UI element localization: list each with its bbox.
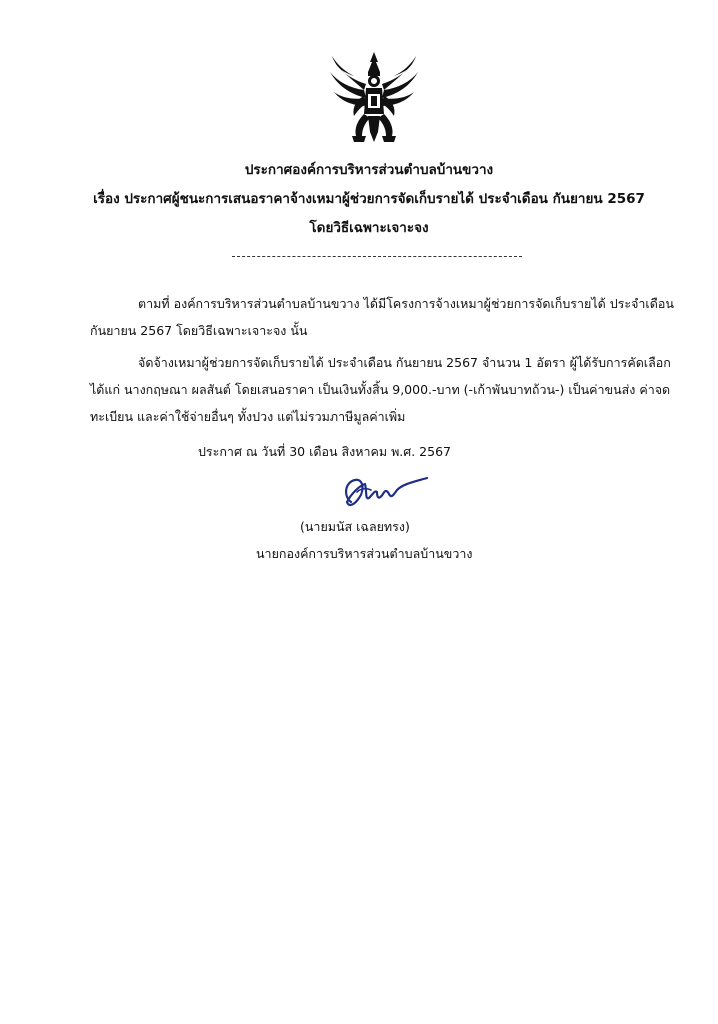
method-heading: โดยวิธีเฉพาะเจาะจง	[309, 220, 429, 236]
garuda-emblem-icon	[328, 50, 420, 148]
paragraph-2-line-1: จัดจ้างเหมาผู้ช่วยการจัดเก็บรายได้ ประจำเดือน กันยายน 2567 จำนวน 1 อัตรา ผู้ได้รับการคัดเลือก	[138, 355, 671, 370]
signer-name: (นายมนัส เฉลยทรง)	[300, 519, 410, 534]
paragraph-2-line-3: ทะเบียน และค่าใช้จ่ายอื่นๆ ทั้งปวง แต่ไม่รวมภาษีมูลค่าเพิ่ม	[90, 409, 406, 424]
announcement-date: ประกาศ ณ วันที่ 30 เดือน สิงหาคม พ.ศ. 2567	[198, 444, 451, 459]
header-divider	[232, 256, 522, 257]
signer-title: นายกองค์การบริหารส่วนตำบลบ้านขวาง	[256, 546, 473, 561]
signature-icon	[337, 472, 437, 512]
paragraph-1-line-1: ตามที่ องค์การบริหารส่วนตำบลบ้านขวาง ได้มีโครงการจ้างเหมาผู้ช่วยการจัดเก็บรายได้ ประจำเดือน	[138, 296, 674, 311]
subject-heading: เรื่อง ประกาศผู้ชนะการเสนอราคาจ้างเหมาผู้ช่วยการจัดเก็บรายได้ ประจำเดือน กันยายน 2567	[93, 191, 645, 207]
organization-heading: ประกาศองค์การบริหารส่วนตำบลบ้านขวาง	[244, 162, 494, 178]
paragraph-1-line-2: กันยายน 2567 โดยวิธีเฉพาะเจาะจง นั้น	[90, 323, 308, 338]
paragraph-2-line-2: ได้แก่ นางกฤษณา ผลสันต์ โดยเสนอราคา เป็นเงินทั้งสิ้น 9,000.-บาท (-เก้าพันบาทถ้วน-) เป็นค่าขนส่ง ค่าจด	[90, 382, 671, 397]
